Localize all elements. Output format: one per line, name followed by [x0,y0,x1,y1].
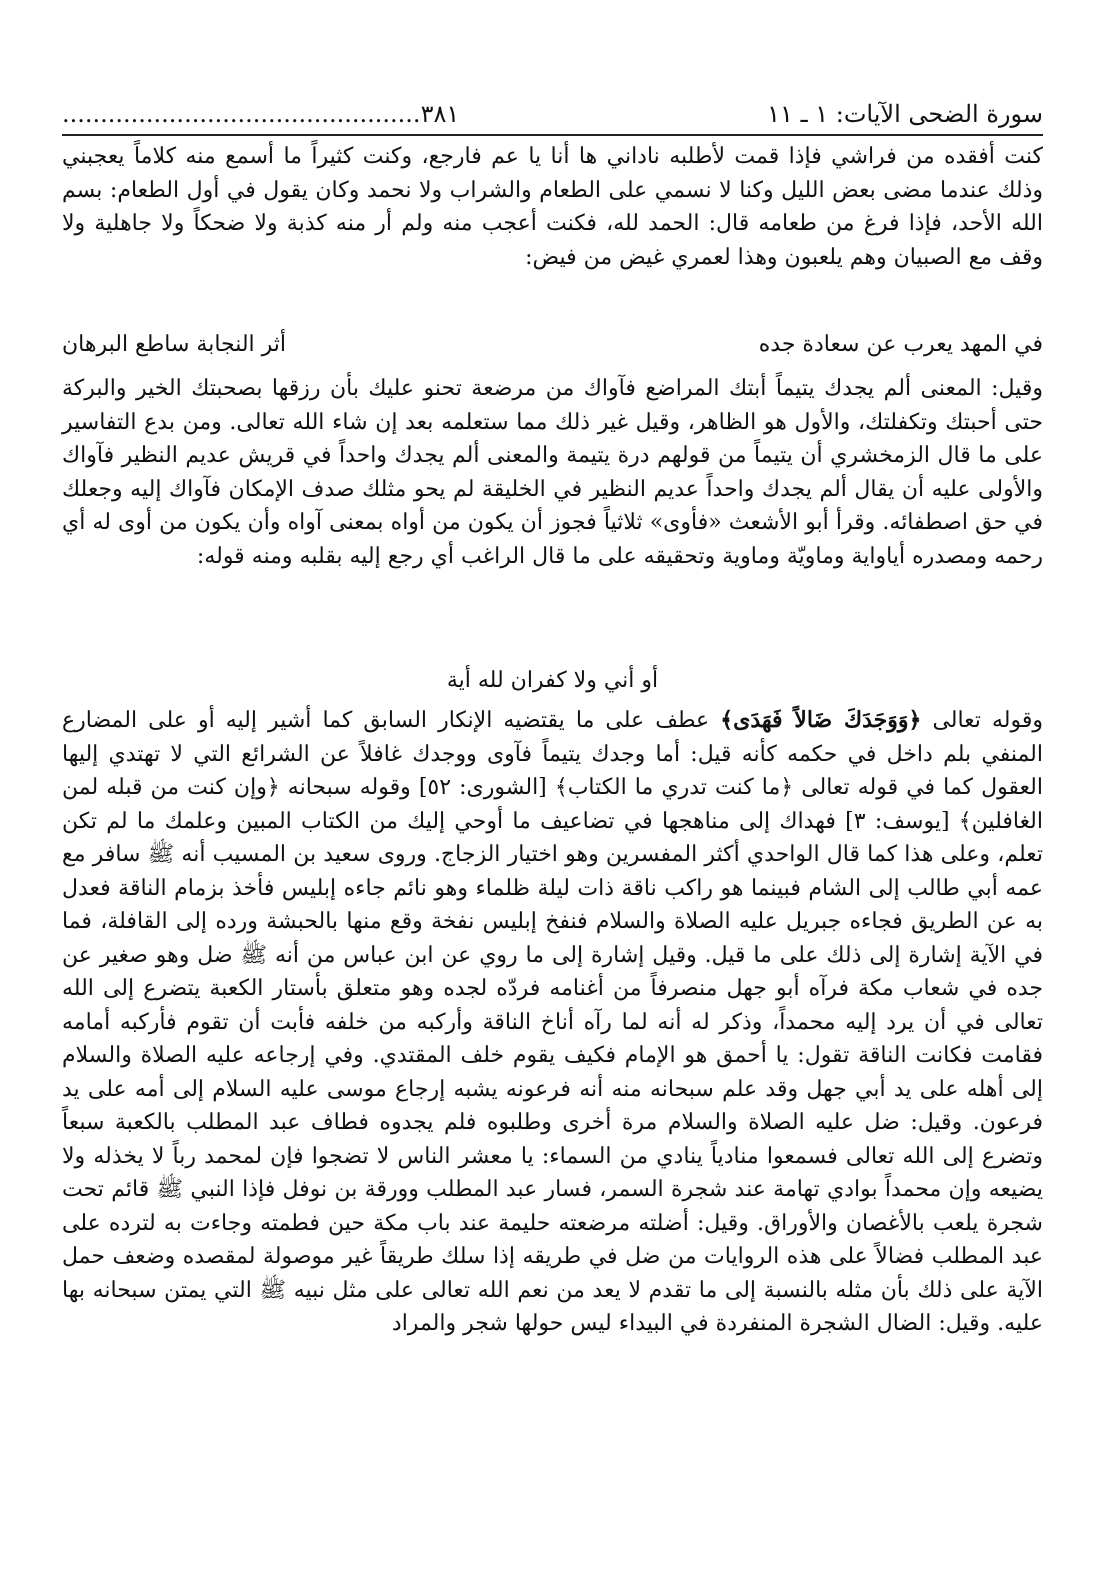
page-number: ٣٨١............................................... [62,100,460,128]
running-header [62,94,1043,136]
paragraph-3-intro: وقوله تعالى [921,708,1043,733]
header-leader-dots: ............................................... [62,100,421,128]
quran-ayah: ﴿وَوَجَدَكَ ضَالاً فَهَدَى﴾ [720,707,922,733]
quoted-verse: أو أني ولا كفران لله أية [446,668,659,693]
paragraph-3 [62,704,1043,1341]
paragraph-2-text: وقيل: المعنى ألم يجدك يتيماً أبتك المراضع فآواك من مرضعة تحنو عليك بأن رزقها بصحبتك الخير والبركة حتى أحبتك وتكفلتك، والأول هو الظاهر، وقيل غير ذلك مما ستعلمه بعد إن شاء الله تعالى. ومن بدع التفاسير على ما قال الزمخشري أن يتيماً من قولهم درة يتيمة والمعنى ألم يجدك واحداً في قريش عديم النظير فآواك والأولى عليه أن يقال ألم يجدك واحداً عديم النظير في الخليقة لم يحو مثلك صدف الإمكان فآواك إليه وجعلك في حق اصطفائه. وقرأ أبو الأشعث «فأوى» ثلاثياً فجوز أن يكون من أواه بمعنى آواه وأن يكون من أوى له أي رحمه ومصدره أياواية وماويّة وماوية وتحقيقه على ما قال الراغب أي رجع إليه بقلبه ومنه قوله: [62,376,1043,569]
paragraph-3-text [62,704,1043,1341]
paragraph-1 [62,140,1043,274]
poem-hemistich-first: في المهد يعرب عن سعادة جده [758,332,1043,357]
paragraph-1-text: كنت أفقده من فراشي فإذا قمت لأطلبه ناداني ها أنا يا عم فارجع، وكنت كثيراً ما أسمع منه كلاماً يعجبني وذلك عندما مضى بعض الليل وكنا لا نسمي على الطعام والشراب ولا نحمد وكان يقول في أول الطعام: بسم الله الأحد، فإذا فرغ من طعامه قال: الحمد لله، فكنت أعجب منه ولم أر منه كذبة ولا ضحكاً ولا جاهلية ولا وقف مع الصبيان وهم يلعبون وهذا لعمري غيض من فيض: [62,144,1043,270]
paragraph-2 [62,372,1043,573]
poem-line [62,332,1043,366]
poem-hemistich-second: أثر النجابة ساطع البرهان [62,332,287,357]
header-title: سورة الضحى الآيات: ١ ـ ١١ [767,100,1043,128]
paragraph-3-body: عطف على ما يقتضيه الإنكار السابق كما أشير إليه أو على المضارع المنفي بلم داخل في حكمه كأنه قيل: أما وجدك يتيماً فآوى ووجدك غافلاً عن الشرائع التي لا تهتدي إليها العقول كما في قوله تعالى ﴿ما كنت تدري ما الكتاب﴾ [الشورى: ٥٢] وقوله سبحانه ﴿وإن كنت من قبله لمن الغافلين﴾ [يوسف: ٣] فهداك إلى مناهجها في تضاعيف ما أوحي إليك من الكتاب المبين وعلمك ما لم تكن تعلم، وعلى هذا كما قال الواحدي أكثر المفسرين وهو اختيار الزجاج. وروى سعيد بن المسيب أنه ﷺ سافر مع عمه أبي طالب إلى الشام فبينما هو راكب ناقة ذات ليلة ظلماء وهو نائم جاءه إبليس فأخذ بزمام الناقة فعدل به عن الطريق فجاءه جبريل عليه الصلاة والسلام فنفخ إبليس نفخة وقع منها بالحبشة ورده إلى القافلة، فما في الآية إشارة إلى ذلك على ما قيل. وقيل إشارة إلى ما روي عن ابن عباس من أنه ﷺ ضل وهو صغير عن جده في شعاب مكة فرآه أبو جهل منصرفاً من أغنامه فردّه لجده وهو متعلق بأستار الكعبة يتضرع إلى الله تعالى في أن يرد إليه محمداً، وذكر له أنه لما رآه أناخ الناقة وأركبه من خلفه فأبت أن تقوم فأركبه أمامه فقامت فكانت الناقة تقول: يا أحمق هو الإمام فكيف يقوم خلف المقتدي. وفي إرجاعه عليه الصلاة والسلام إلى أهله على يد أبي جهل وقد علم سبحانه منه أنه فرعونه يشبه إرجاع موسى عليه السلام إلى أمه على يد فرعون. وقيل: ضل عليه الصلاة والسلام مرة أخرى وطلبوه فلم يجدوه فطاف عبد المطلب بالكعبة سبعاً وتضرع إلى الله تعالى فسمعوا منادياً ينادي من السماء: يا معشر الناس لا تضجوا فإن لمحمد رباً لا يخذله ولا يضيعه وإن محمداً بوادي تهامة عند شجرة السمر، فسار عبد المطلب وورقة بن نوفل فإذا النبي ﷺ قائم تحت شجرة يلعب بالأغصان والأوراق. وقيل: أضلته مرضعته حليمة عند باب مكة حين فطمته وجاءت به لترده على عبد المطلب فضالاً على هذه الروايات من ضل في طريقه إذا سلك طريقاً غير موصولة لمقصده وضعف حمل الآية على ذلك بأن مثله بالنسبة إلى ما تقدم لا يعد من نعم الله تعالى على مثل نبيه ﷺ التي يمتن سبحانه بها عليه. وقيل: الضال الشجرة المنفردة في البيداء ليس حولها شجر والمراد [62,708,1044,1336]
